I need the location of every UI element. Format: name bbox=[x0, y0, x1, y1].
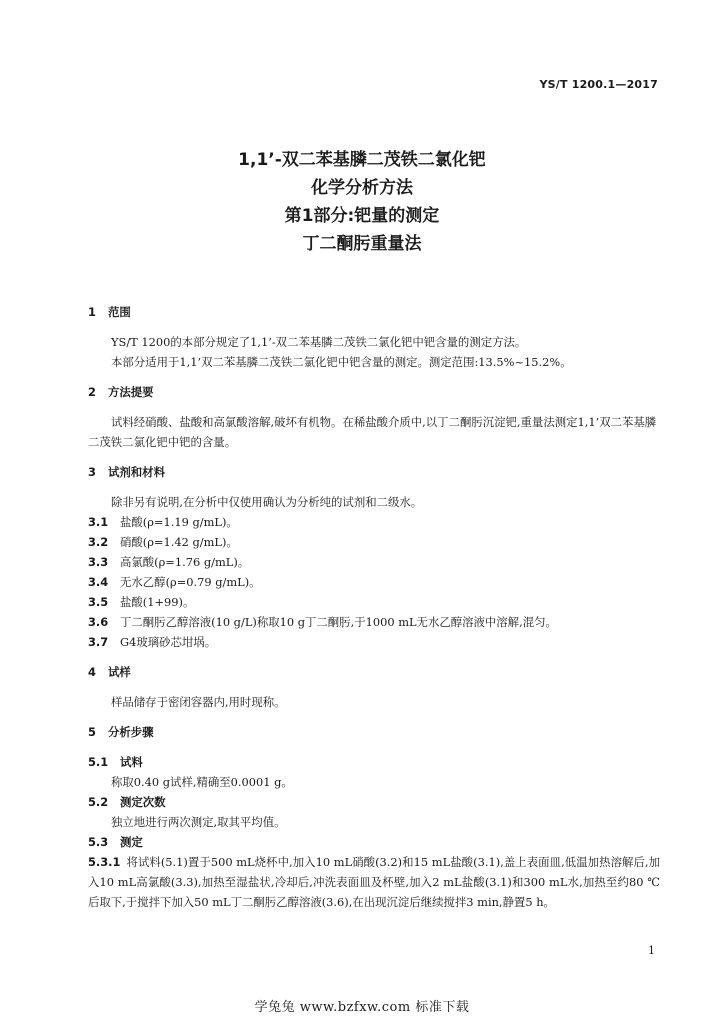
step-number: 5.3.1 bbox=[88, 855, 121, 869]
reagent-item bbox=[88, 632, 660, 652]
procedure-step-5-3-1 bbox=[88, 852, 660, 912]
subsection-heading-determinations bbox=[88, 792, 660, 812]
section-number: 1 bbox=[88, 305, 96, 319]
scope-paragraph-1: YS/T 1200的本部分规定了1,1’-双二苯基膦二茂铁二氯化钯中钯含量的测定方法。 bbox=[111, 335, 527, 349]
step-text: 将试料(5.1)置于500 mL烧杯中,加入10 mL硝酸(3.2)和15 mL盐酸(3.1),盖上表面皿,低温加热溶解后,加入10 mL高氯酸(3.3),加热至湿盐状,冷却后,冲洗表面皿及杯壁,加入2 mL盐酸(3.1)和300 mL水,加热至约80 ℃后取下,于搅拌下加入50 mL丁二酮肟乙醇溶液(3.6),在出现沉淀后继续搅拌3 min,静置5 h。 bbox=[88, 855, 660, 909]
subsection-number: 5.2 bbox=[88, 795, 109, 809]
reagent-item bbox=[88, 512, 660, 532]
item-text: 盐酸(1+99)。 bbox=[120, 595, 195, 609]
section-heading-principle bbox=[88, 382, 660, 402]
subsection-title: 测定 bbox=[120, 835, 143, 849]
item-text: 无水乙醇(ρ=0.79 g/mL)。 bbox=[120, 575, 261, 589]
reagent-item bbox=[88, 592, 660, 612]
subsection-number: 5.3 bbox=[88, 835, 109, 849]
footer-watermark: 学兔兔 www.bzfxw.com 标准下载 bbox=[254, 1000, 470, 1015]
reagent-item bbox=[88, 532, 660, 552]
section-number: 4 bbox=[88, 665, 96, 679]
section-title: 方法提要 bbox=[108, 385, 154, 399]
item-number: 3.1 bbox=[88, 515, 109, 529]
section-title: 试剂和材料 bbox=[108, 465, 165, 479]
item-text: G4玻璃砂芯坩埚。 bbox=[120, 635, 217, 649]
section-title: 试样 bbox=[108, 665, 131, 679]
title-line-3: 第1部分:钯量的测定 bbox=[284, 206, 440, 226]
item-number: 3.6 bbox=[88, 615, 109, 629]
page-number: 1 bbox=[648, 944, 655, 957]
test-portion-text: 称取0.40 g试样,精确至0.0001 g。 bbox=[111, 775, 293, 789]
item-text: 高氯酸(ρ=1.76 g/mL)。 bbox=[120, 555, 250, 569]
item-number: 3.2 bbox=[88, 535, 109, 549]
reagent-item bbox=[88, 572, 660, 592]
section-title: 范围 bbox=[108, 305, 131, 319]
principle-paragraph: 试料经硝酸、盐酸和高氯酸溶解,破坏有机物。在稀盐酸介质中,以丁二酮肟沉淀钯,重量法测定1,1’双二苯基膦二茂铁二氯化钯中钯的含量。 bbox=[88, 415, 657, 449]
item-number: 3.4 bbox=[88, 575, 109, 589]
sample-paragraph: 样品储存于密闭容器内,用时现称。 bbox=[111, 695, 286, 709]
section-number: 5 bbox=[88, 725, 96, 739]
item-number: 3.5 bbox=[88, 595, 109, 609]
document-title bbox=[0, 146, 724, 258]
section-heading-sample bbox=[88, 662, 660, 682]
section-title: 分析步骤 bbox=[108, 725, 154, 739]
item-number: 3.3 bbox=[88, 555, 109, 569]
title-line-4: 丁二酮肟重量法 bbox=[302, 234, 422, 254]
subsection-title: 试料 bbox=[120, 755, 143, 769]
section-number: 2 bbox=[88, 385, 96, 399]
determinations-text: 独立地进行两次测定,取其平均值。 bbox=[111, 815, 286, 829]
section-heading-scope bbox=[88, 302, 660, 322]
section-heading-procedure bbox=[88, 722, 660, 742]
title-line-2: 化学分析方法 bbox=[311, 178, 413, 198]
standard-code: YS/T 1200.1—2017 bbox=[539, 78, 658, 91]
section-number: 3 bbox=[88, 465, 96, 479]
subsection-number: 5.1 bbox=[88, 755, 109, 769]
scope-paragraph-2: 本部分适用于1,1’双二苯基膦二茂铁二氯化钯中钯含量的测定。测定范围:13.5%~15.2%。 bbox=[111, 355, 572, 369]
subsection-heading-test-portion bbox=[88, 752, 660, 772]
document-body bbox=[88, 302, 660, 912]
item-number: 3.7 bbox=[88, 635, 109, 649]
section-heading-reagents bbox=[88, 462, 660, 482]
reagent-item bbox=[88, 552, 660, 572]
subsection-title: 测定次数 bbox=[120, 795, 166, 809]
reagents-intro: 除非另有说明,在分析中仅使用确认为分析纯的试剂和二级水。 bbox=[111, 495, 423, 509]
item-text: 盐酸(ρ=1.19 g/mL)。 bbox=[120, 515, 238, 529]
item-text: 硝酸(ρ=1.42 g/mL)。 bbox=[120, 535, 238, 549]
title-line-1: 1,1’-双二苯基膦二茂铁二氯化钯 bbox=[238, 150, 486, 170]
reagent-item bbox=[88, 612, 660, 632]
item-text: 丁二酮肟乙醇溶液(10 g/L)称取10 g丁二酮肟,于1000 mL无水乙醇溶液中溶解,混匀。 bbox=[120, 615, 557, 629]
subsection-heading-determination bbox=[88, 832, 660, 852]
